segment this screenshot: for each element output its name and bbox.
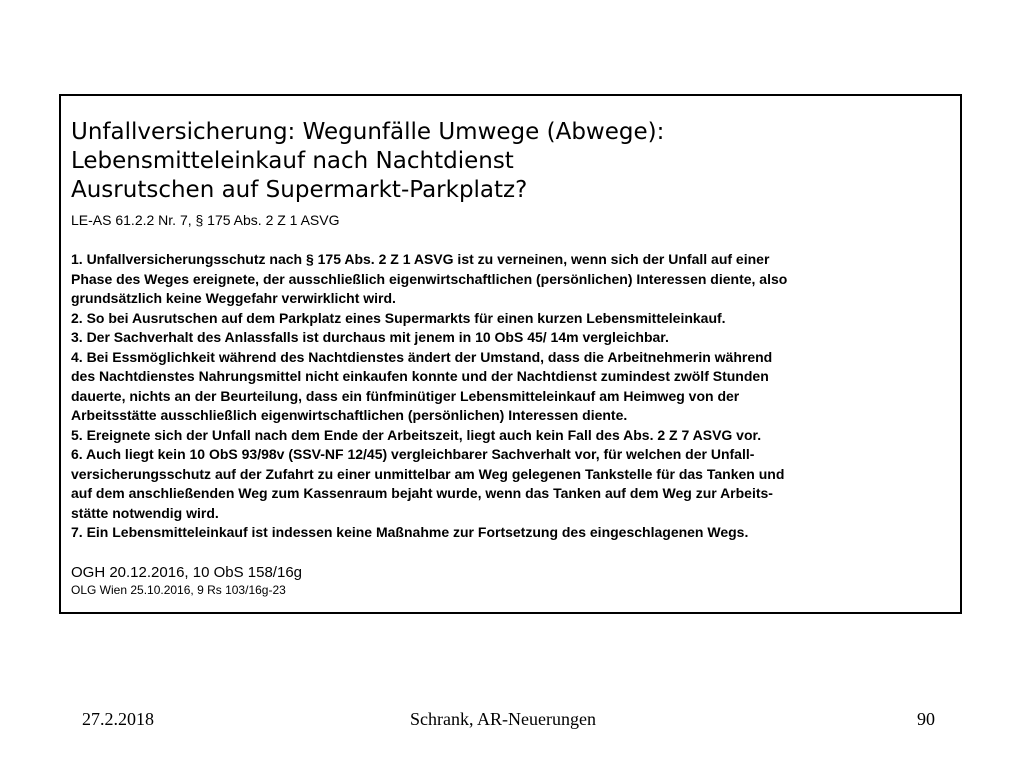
content-box [59, 94, 962, 614]
body-line: Phase des Weges ereignete, der ausschließlich eigenwirtschaftlichen (persönlichen) Interessen diente, also [71, 270, 788, 287]
slide-title [71, 118, 951, 205]
body-line: 7. Ein Lebensmitteleinkauf ist indessen keine Maßnahme zur Fortsetzung des eingeschlagenen Wegs. [71, 524, 749, 540]
title-line: Ausrutschen auf Supermarkt-Parkplatz? [71, 177, 528, 203]
title-line: Unfallversicherung: Wegunfälle Umwege (Abwege): [71, 119, 665, 145]
ogh-citation: OGH 20.12.2016, 10 ObS 158/16g [71, 564, 302, 581]
body-line: 3. Der Sachverhalt des Anlassfalls ist durchaus mit jenem in 10 ObS 45/ 14m vergleichbar. [71, 329, 669, 345]
title-line: Lebensmitteleinkauf nach Nachtdienst [71, 148, 514, 174]
ruling-summary [71, 250, 951, 543]
body-line: 1. Unfallversicherungsschutz nach § 175 Abs. 2 Z 1 ASVG ist zu verneinen, wenn sich der Unfall auf einer [71, 251, 770, 267]
body-line: des Nachtdienstes Nahrungsmittel nicht einkaufen konnte und der Nachtdienst zumindest zwölf Stunden [71, 368, 769, 384]
body-line: 5. Ereignete sich der Unfall nach dem Ende der Arbeitszeit, liegt auch kein Fall des Abs. 2 Z 7 ASVG vor. [71, 426, 762, 443]
body-line: stätte notwendig wird. [71, 504, 219, 521]
olg-citation: OLG Wien 25.10.2016, 9 Rs 103/16g-23 [71, 583, 286, 597]
body-line: auf dem anschließenden Weg zum Kassenraum bejaht wurde, wenn das Tanken auf dem Weg zur Arbeits- [71, 485, 773, 501]
body-line: dauerte, nichts an der Beurteilung, dass ein fünfminütiger Lebensmitteleinkauf am Heimweg von der [71, 387, 740, 404]
footer-author-title: Schrank, AR-Neuerungen [410, 709, 596, 729]
body-line: versicherungsschutz auf der Zufahrt zu einer unmittelbar am Weg gelegenen Tankstelle für das Tanken und [71, 465, 785, 482]
body-line: 6. Auch liegt kein 10 ObS 93/98v (SSV-NF 12/45) vergleichbarer Sachverhalt vor, für welchen der Unfall- [71, 446, 755, 462]
body-line: Arbeitsstätte ausschließlich eigenwirtschaftlichen (persönlichen) Interessen diente. [71, 407, 628, 423]
body-line: 2. So bei Ausrutschen auf dem Parkplatz eines Supermarkts für einen kurzen Lebensmitteleinkauf. [71, 309, 726, 326]
page-number: 90 [917, 709, 935, 729]
legal-reference: LE-AS 61.2.2 Nr. 7, § 175 Abs. 2 Z 1 ASVG [71, 212, 340, 228]
footer-date: 27.2.2018 [82, 709, 154, 729]
body-line: 4. Bei Essmöglichkeit während des Nachtdienstes ändert der Umstand, dass die Arbeitnehmerin während [71, 348, 773, 365]
body-line: grundsätzlich keine Weggefahr verwirklicht wird. [71, 290, 396, 306]
